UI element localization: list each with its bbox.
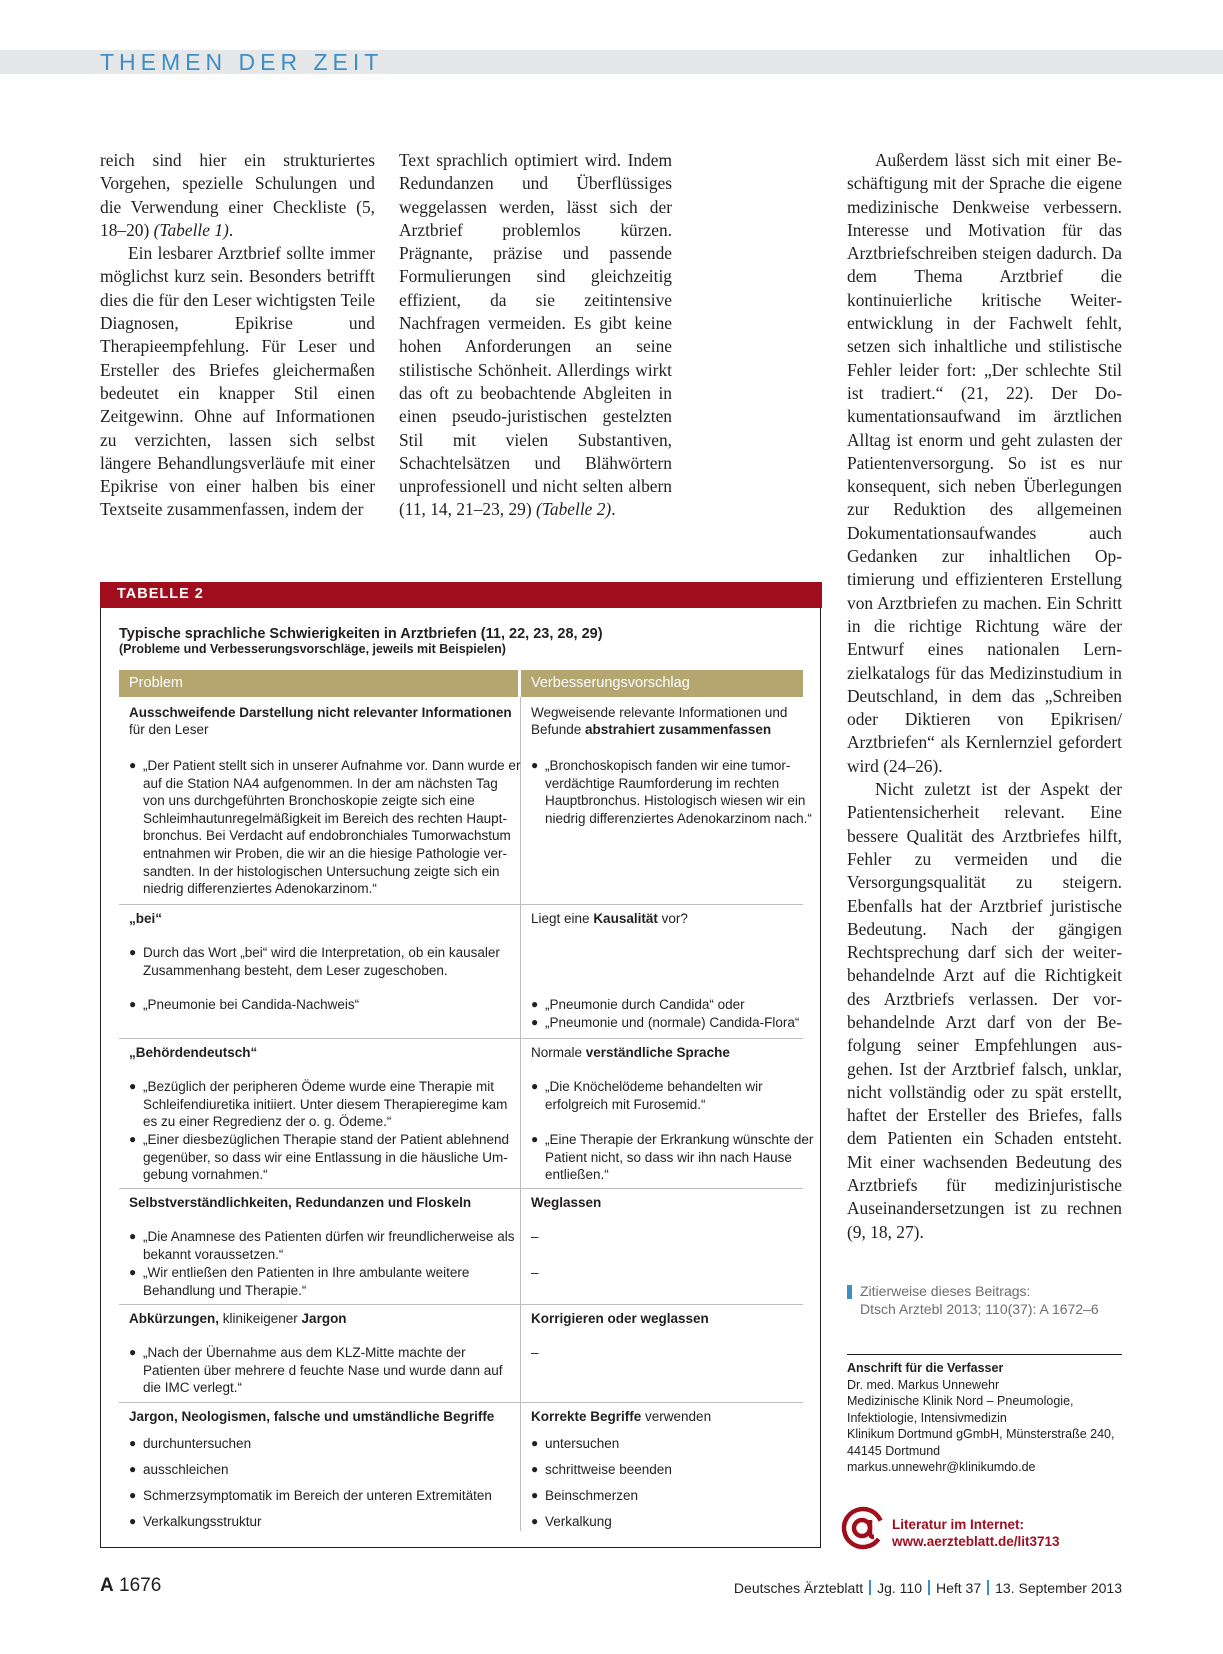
paragraph: Nicht zuletzt ist der Aspekt der Patientensicherheit relevant. Eine bessere Qualität des Arztbriefes hilft, Fehler zu vermeiden und die Versorgungsqualität zu steigern. Ebenfalls hat der Arztbrief juristische Bedeutung. Nach der gängigen Rechtsprechung darf sich der weiterbehandelnde Arzt auf die Richtigkeit des Arztbriefs verlassen. Der vorbehandelnde Arzt darf von der Befolgung seiner Empfehlungen ausgehen. Ist der Arztbrief falsch, unklar, nicht vollständig oder zu spät erstellt, haftet der Ersteller des Briefes, falls dem Patienten ein Schaden entsteht. Mit einer wachsenden Bedeutung des Arztbriefs für medizinjuristische Auseinandersetzungen ist zu rechnen (9, 18, 27). <box>847 779 1122 1242</box>
text-column-3 <box>847 149 1122 1244</box>
paragraph <box>100 149 375 242</box>
row1-problem: Ausschweifende Darstellung nicht relevanter Informationen für den Leser <box>129 705 512 737</box>
table-label: TABELLE 2 <box>117 586 204 602</box>
row3-problem: „Behördendeutsch“ <box>129 1045 258 1060</box>
row6-suggestion-term: ● Beinschmerzen <box>531 1487 815 1505</box>
section-title: THEMEN DER ZEIT <box>100 49 384 75</box>
row3-suggestion-example: ● „Eine Therapie der Erkrankung wünschte der Patient nicht, so dass wir ihn nach Hause entließen.“ <box>531 1131 815 1184</box>
row2-suggestion: Liegt eine Kausalität vor? <box>531 911 688 926</box>
row-divider <box>119 1402 803 1403</box>
row5-suggestion: Korrigieren oder weglassen <box>531 1311 709 1326</box>
paragraph-text: Text sprachlich optimiert wird. Indem Redundanzen und Überflüssiges weggelassen werden, lässt sich der Arztbrief problemlos kürzen. Prägnante, präzise und passende Formulierungen sind gleichzeitig effizient, da sie zeitintensive Nachfragen vermeiden. Es gibt keine hohen Anforderungen an seine stilistische Schönheit. Allerdings wirkt das oft zu beobachtende Abgleiten in einen pseudo-juristischen gestelzten Stil mit vielen Substantiven, Schachtelsätzen und Blähwörtern unprofessionell und nicht selten albern (11, 14, 21–23, 29) (Tabelle 2). <box>399 150 672 520</box>
row5-problem: Abkürzungen, klinikeigener Jargon <box>129 1311 347 1326</box>
row4-suggestion-example: – <box>531 1229 539 1244</box>
author-email[interactable]: markus.unnewehr@klinikumdo.de <box>847 1460 1036 1474</box>
row4-problem: Selbstverständlichkeiten, Redundanzen und Floskeln <box>129 1195 472 1210</box>
author-address: Anschrift für die Verfasser Dr. med. Markus Unnewehr Medizinische Klinik Nord – Pneumologie, Infektiologie, Intensivmedizin Klinikum Dortmund gGmbH, Münsterstraße 240, 44145 Dortmund markus.unnewehr@klinikumdo.de <box>847 1361 1115 1474</box>
text-column-2 <box>399 149 672 522</box>
row3-suggestion-example: ● „Die Knöchelödeme behandelten wir erfolgreich mit Furosemid.“ <box>531 1078 815 1113</box>
journal-footer: Deutsches Ärzteblatt Jg. 110 Heft 37 13. September 2013 <box>733 1580 1122 1596</box>
row1-suggestion-example: ● „Bronchoskopisch fanden wir eine tumorverdächtige Raumforderung im rechten Hauptbronchus. Histologisch wiesen wir ein niedrig differenziertes Adenokarzinom nach.“ <box>531 757 815 827</box>
column-header-suggestion: Verbesserungsvorschlag <box>521 670 803 697</box>
row4-problem-example: ● „Die Anamnese des Patienten dürfen wir freundlicherweise als bekannt voraussetzen.“ <box>129 1228 523 1263</box>
text-column-1 <box>100 149 375 522</box>
paragraph: Ein lesbarer Arztbrief sollte immer möglichst kurz sein. Besonders betrifft dies die für den Leser wichtigsten Teile Diagnosen, Epikrise und Therapieempfehlung. Für Leser und Ersteller des Briefes gleichermaßen bedeutet ein knapper Stil einen Zeitgewinn. Ohne auf Informationen zu verzichten, lassen sich selbst längere Behandlungsverläufe mit einer Epikrise von einer halben bis einer Textseite zusammenfassen, indem der <box>100 243 375 520</box>
row2-suggestion-example: ● „Pneumonie und (normale) Candida-Flora“ <box>531 1014 815 1032</box>
at-sign-icon <box>841 1506 885 1550</box>
row6-problem-term: ● ausschleichen <box>129 1461 523 1479</box>
row6-problem-term: ● durchuntersuchen <box>129 1435 523 1453</box>
row3-suggestion: Normale verständliche Sprache <box>531 1045 730 1060</box>
row6-problem-term: ● Schmerzsymptomatik im Bereich der unteren Extremitäten <box>129 1487 523 1505</box>
row1-problem-example: ● „Der Patient stellt sich in unserer Aufnahme vor. Dann wurde er auf die Station NA4 aufgenommen. In der am nächsten Tag von uns durchgeführten Bronchoskopie zeigte sich eine Schleimhautunregelmäßigkeit im Bereich des rechten Hauptbronchus. Bei Verdacht auf endobronchiales Tumorwachstum entnahmen wir Proben, die wir an die hiesige Pathologie versandten. In der histologischen Untersuchung zeigte sich ein niedrig differenziertes Adenokarzinom.“ <box>129 757 523 898</box>
paragraph <box>399 149 672 522</box>
row6-suggestion-term: ● Verkalkung <box>531 1513 815 1531</box>
literature-link[interactable]: Literatur im Internet: www.aerzteblatt.de/lit3713 <box>892 1517 1060 1549</box>
paragraph: Außerdem lässt sich mit einer Beschäftigung mit der Sprache die eigene medizinische Denkweise verbessern. Interesse und Motivation für das Arztbriefschreiben steigen dadurch. Da dem Thema Arztbrief die kontinuierliche kritische Weiterentwicklung in der Fachwelt fehlt, setzen sich inhaltliche und stilistische Fehler leider fort: „Der schlechte Stil ist tradiert.“ (21, 22). Der Dokumentationsaufwand im ärztlichen Alltag ist enorm und geht zulasten der Patientenversorgung. So ist es nur konsequent, sich neben Überlegungen zur Reduktion des allgemeinen Dokumentationsaufwandes auch Gedanken zur inhaltlichen Optimierung und effizienteren Erstellung von Arztbriefen zu machen. Ein Schritt in die richtige Richtung wäre der Entwurf eines nationalen Lernzielkatalogs für das Medizinstudium in Deutschland, in dem das „Schreiben oder Diktieren von Epikrisen/ Arztbriefen“ als Kernlernziel gefordert wird (24–26). <box>847 150 1122 776</box>
row6-problem: Jargon, Neologismen, falsche und umständliche Begriffe <box>129 1409 495 1424</box>
row2-suggestion-example: ● „Pneumonie durch Candida“ oder <box>531 996 815 1014</box>
row6-suggestion-term: ● untersuchen <box>531 1435 815 1453</box>
row6-suggestion: Korrekte Begriffe verwenden <box>531 1409 712 1424</box>
row2-problem-example: ● Durch das Wort „bei“ wird die Interpretation, ob ein kausaler Zusammenhang besteht, dem Leser zugeschoben. <box>129 944 523 979</box>
row-divider <box>119 1188 803 1189</box>
table-title: Typische sprachliche Schwierigkeiten in Arztbriefen (11, 22, 23, 28, 29) <box>119 626 603 642</box>
row-divider <box>119 1304 803 1305</box>
row5-suggestion-example: – <box>531 1345 539 1360</box>
row4-suggestion-example: – <box>531 1265 539 1280</box>
row-divider <box>119 1038 803 1039</box>
row4-suggestion: Weglassen <box>531 1195 602 1210</box>
row2-problem: „bei“ <box>129 911 163 926</box>
table-subtitle: (Probleme und Verbesserungsvorschläge, jeweils mit Beispielen) <box>119 642 506 656</box>
row4-problem-example: ● „Wir entließen den Patienten in Ihre ambulante weitere Behandlung und Therapie.“ <box>129 1264 523 1299</box>
row6-problem-term: ● Verkalkungsstruktur <box>129 1513 523 1531</box>
row2-problem-example: ● „Pneumonie bei Candida-Nachweis“ <box>129 996 523 1014</box>
row6-suggestion-term: ● schrittweise beenden <box>531 1461 815 1479</box>
row5-problem-example: ● „Nach der Übernahme aus dem KLZ-Mitte machte der Patienten über mehrere d feuchte Nase und wurde dann auf die IMC verlegt.“ <box>129 1344 523 1397</box>
table-label-bar <box>100 582 822 608</box>
row3-problem-example: ● „Einer diesbezüglichen Therapie stand der Patient ablehnend gegenüber, so dass wir eine Entlassung in die häusliche Umgebung vornahmen.“ <box>129 1131 523 1184</box>
page-number: A 1676 <box>100 1575 162 1596</box>
row1-suggestion: Wegweisende relevante Informationen und Befunde abstrahiert zusammenfassen <box>531 705 788 737</box>
address-rule <box>847 1354 1122 1355</box>
row3-problem-example: ● „Bezüglich der peripheren Ödeme wurde eine Therapie mit Schleifendiuretika initiiert. Unter diesem Therapieregime kam es zu einer Regredienz der o. g. Ödeme.“ <box>129 1078 523 1131</box>
row-divider <box>119 904 803 905</box>
column-header-problem: Problem <box>119 670 518 697</box>
paragraph-text: reich sind hier ein strukturiertes Vorgehen, spezielle Schulungen und die Verwendung einer Checkliste (5, 18–20) (Tabelle 1). <box>100 150 375 240</box>
citation: Zitierweise dieses Beitrags: Dtsch Arztebl 2013; 110(37): A 1672–6 <box>860 1283 1099 1317</box>
